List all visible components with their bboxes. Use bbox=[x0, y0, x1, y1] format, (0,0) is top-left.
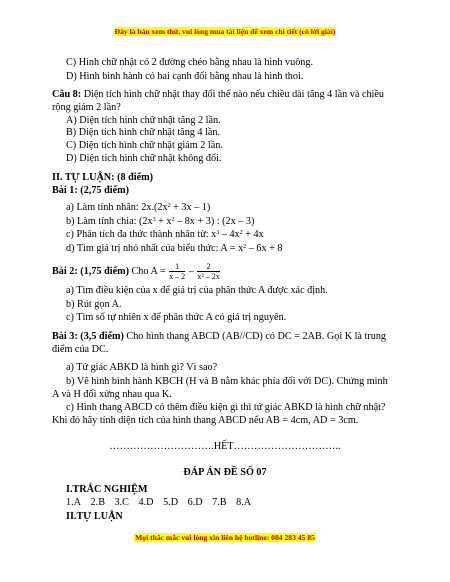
fraction-2-denominator: x² – 2x bbox=[197, 272, 220, 282]
exponent: 2 bbox=[239, 230, 243, 236]
bai3-text: Cho hình thang ABCD (AB//CD) có DC = 2AB. Gọi K là trung bbox=[123, 331, 387, 342]
bai1-d-text: d) Tìm giá trị nhỏ nhất của biểu thức: A = x bbox=[66, 243, 244, 254]
answer-item: 1.A bbox=[66, 497, 81, 508]
answer-list bbox=[66, 497, 258, 509]
answer-part1-title: I.TRẮC NGHIỆM bbox=[66, 484, 148, 495]
q8-label: Câu 8: bbox=[52, 89, 82, 100]
bai3-heading bbox=[52, 331, 386, 343]
bai1-c-text: c) Phân tích đa thức thành nhân tử: x bbox=[66, 229, 217, 240]
preview-banner bbox=[0, 27, 450, 36]
bai3-a: a) Tứ giác ABKD là hình gì? Vì sao? bbox=[66, 362, 218, 373]
exponent: 2 bbox=[171, 217, 175, 223]
fraction-1 bbox=[169, 262, 185, 281]
bai2-title: Bài 2: (1,75 điểm) bbox=[52, 266, 129, 277]
fraction-2-numerator: 2 bbox=[197, 262, 219, 272]
q8-option-c: C) Diện tích hình chữ nhật giảm 2 lần. bbox=[66, 140, 223, 151]
bai1-b bbox=[66, 216, 254, 228]
bai1-c-tail: + 4x bbox=[242, 229, 264, 240]
bai3-text-line2: điểm của DC. bbox=[52, 344, 109, 355]
bai1-a-tail: + 3x – 1) bbox=[170, 202, 211, 213]
bai2-intro: Cho A = bbox=[128, 266, 169, 277]
bai1-c-mid: – 4x bbox=[219, 229, 240, 240]
bai1-b-tail: – 8x + 3) : (2x – 3) bbox=[174, 216, 255, 227]
bai3-c-line2: Khi đó hãy tính diện tích của hình thang ABCD nếu AB = 4cm, AD = 3cm. bbox=[52, 415, 359, 426]
hotline-banner bbox=[0, 533, 450, 542]
bai1-d-tail: – 6x + 8 bbox=[246, 243, 283, 254]
exponent: 2 bbox=[167, 203, 171, 209]
answer-title: ĐÁP ÁN ĐỀ SỐ 07 bbox=[183, 467, 267, 478]
bai3-title: Bài 3: (3,5 điểm) bbox=[52, 331, 124, 342]
q8-question-line1 bbox=[52, 89, 384, 101]
exponent: 3 bbox=[152, 217, 156, 223]
q7-option-d: D) Hình bình hành có hai cạnh đối bằng nhau là hình thoi. bbox=[66, 71, 304, 82]
bai1-b-mid: + x bbox=[155, 216, 172, 227]
exponent: 2 bbox=[243, 244, 247, 250]
q8-question-line2: rộng giảm 2 lần? bbox=[52, 102, 121, 113]
bai1-a-text: a) Làm tính nhân: 2x.(2x bbox=[66, 202, 168, 213]
bai2-b: b) Rút gọn A. bbox=[66, 299, 122, 310]
minus-sign: – bbox=[186, 266, 197, 277]
bai3-b-line1: b) Vẽ hình bình hành KBCH (H và B nằm khác phía đối với DC). Chứng minh bbox=[66, 376, 388, 387]
bai2-a: a) Tìm điều kiện của x để giá trị của phân thức A được xác định. bbox=[66, 285, 328, 296]
q8-option-d: D) Diện tích hình chữ nhật không đổi. bbox=[66, 153, 222, 164]
fraction-1-denominator: x – 2 bbox=[169, 272, 186, 282]
answer-item: 3.C bbox=[114, 497, 129, 508]
answer-item: 2.B bbox=[90, 497, 105, 508]
bai1-b-text: b) Làm tính chia: (2x bbox=[66, 216, 153, 227]
q8-option-b: B) Diện tích hình chữ nhật tăng 4 lần. bbox=[66, 127, 221, 138]
answer-item: 6.D bbox=[187, 497, 203, 508]
bai1-title: Bài 1: (2,75 điểm) bbox=[52, 185, 129, 196]
preview-banner-text: Đây là bản xem thử, vui lòng mua tài liệu để xem chi tiết (có lời giải) bbox=[114, 27, 336, 36]
bai3-c-line1: c) Hình thang ABCD có thêm điều kiện gì thì tứ giác ABKD là hình chữ nhật? bbox=[66, 402, 386, 413]
answer-item: 7.B bbox=[212, 497, 227, 508]
answer-part2-title: II.TỰ LUẬN bbox=[66, 511, 123, 522]
hotline-banner-text: Mọi thắc mắc vui lòng xin liên hệ hotline: 084 283 45 85 bbox=[135, 533, 315, 542]
q7-option-c: C) Hình chữ nhật có 2 đường chéo bằng nhau là hình vuông. bbox=[66, 57, 314, 68]
bai3-b-line2: A và H đối xứng nhau qua K. bbox=[52, 389, 172, 400]
end-line: ………………………….HẾT………………………….. bbox=[109, 441, 341, 452]
q8-text: Diện tích hình chữ nhật thay đổi thế nào nếu chiều dài tăng 4 lần và chiều bbox=[81, 89, 385, 100]
answer-item: 5.D bbox=[163, 497, 179, 508]
bai2-c: c) Tìm số tự nhiên x để phân thức A có giá trị nguyên. bbox=[66, 312, 287, 323]
answer-item: 4.D bbox=[138, 497, 154, 508]
answer-item: 8.A bbox=[236, 497, 252, 508]
fraction-2 bbox=[197, 262, 219, 281]
fraction-1-numerator: 1 bbox=[169, 262, 185, 272]
q8-option-a: A) Diện tích hình chữ nhật tăng 2 lần. bbox=[66, 115, 221, 126]
bai2-heading bbox=[52, 262, 221, 282]
exponent: 3 bbox=[216, 230, 220, 236]
bai1-a bbox=[66, 202, 210, 214]
bai1-d bbox=[66, 243, 282, 255]
part2-title: II. TỰ LUẬN: (8 điểm) bbox=[52, 172, 154, 183]
bai1-c bbox=[66, 229, 264, 241]
